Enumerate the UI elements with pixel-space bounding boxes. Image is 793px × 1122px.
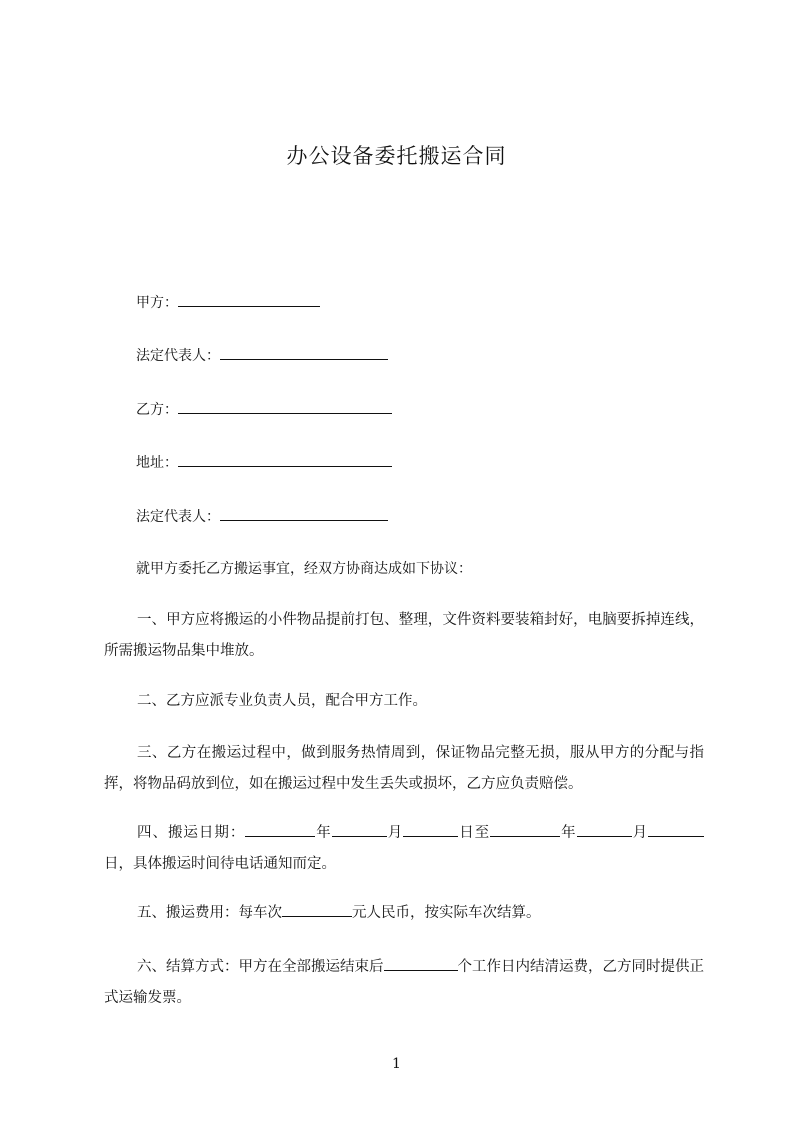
clause-4-year2: 年 bbox=[560, 825, 577, 841]
clause-5 bbox=[104, 898, 704, 929]
party-b-blank[interactable] bbox=[178, 399, 392, 414]
clause-4-suffix: 日，具体搬运时间待电话通知而定。 bbox=[104, 856, 336, 872]
legal-rep-a-line bbox=[136, 345, 388, 366]
clause-2: 二、乙方应派专业负责人员，配合甲方工作。 bbox=[137, 693, 427, 709]
clause-5-suffix: 元人民币，按实际车次结算。 bbox=[352, 905, 541, 921]
clause-5-prefix: 五、搬运费用：每车次 bbox=[137, 905, 282, 921]
clause-4-prefix: 四、搬运日期： bbox=[137, 825, 246, 841]
clause-6-suffix: 个工作日内结清运费，乙方同时提供正式运输发票。 bbox=[104, 959, 704, 1006]
party-b-label: 乙方： bbox=[136, 402, 178, 418]
start-month-blank[interactable] bbox=[332, 822, 387, 837]
clause-4 bbox=[104, 818, 704, 880]
party-a-label: 甲方： bbox=[136, 295, 178, 311]
address-blank[interactable] bbox=[178, 452, 392, 467]
party-b-line bbox=[136, 399, 392, 420]
start-day-blank[interactable] bbox=[403, 822, 458, 837]
start-year-blank[interactable] bbox=[245, 822, 315, 837]
end-month-blank[interactable] bbox=[577, 822, 632, 837]
document-title: 办公设备委托搬运合同 bbox=[286, 144, 507, 168]
address-label: 地址： bbox=[136, 455, 178, 471]
end-day-blank-a[interactable] bbox=[648, 822, 686, 837]
clause-4-year: 年 bbox=[315, 825, 332, 841]
clause-6-prefix: 六、结算方式：甲方在全部搬运结束后 bbox=[137, 959, 384, 975]
address-line bbox=[136, 452, 392, 473]
settlement-days-blank[interactable] bbox=[384, 956, 458, 971]
legal-rep-a-label: 法定代表人： bbox=[136, 348, 220, 364]
legal-rep-b-blank[interactable] bbox=[220, 506, 388, 521]
clause-4-day-to: 日至 bbox=[458, 825, 491, 841]
intro-text: 就甲方委托乙方搬运事宜，经双方协商达成如下协议： bbox=[136, 561, 472, 577]
clause-3: 三、乙方在搬运过程中，做到服务热情周到，保证物品完整无损，服从甲方的分配与指挥，将物品码放到位，如在搬运过程中发生丢失或损坏，乙方应负责赔偿。 bbox=[104, 745, 704, 792]
end-year-blank[interactable] bbox=[490, 822, 560, 837]
legal-rep-b-line bbox=[136, 506, 388, 527]
legal-rep-b-label: 法定代表人： bbox=[136, 509, 220, 525]
clause-6 bbox=[104, 952, 704, 1014]
end-day-blank-b[interactable] bbox=[686, 822, 704, 837]
fee-per-trip-blank[interactable] bbox=[282, 902, 352, 917]
clause-4-month2: 月 bbox=[631, 825, 649, 841]
party-a-line bbox=[136, 292, 320, 313]
legal-rep-a-blank[interactable] bbox=[220, 345, 388, 360]
party-a-blank[interactable] bbox=[178, 292, 320, 307]
clause-1: 一、甲方应将搬运的小件物品提前打包、整理，文件资料要装箱封好，电脑要拆掉连线，所需搬运物品集中堆放。 bbox=[104, 612, 704, 659]
clause-4-month: 月 bbox=[386, 825, 404, 841]
page-number: 1 bbox=[392, 1056, 401, 1072]
